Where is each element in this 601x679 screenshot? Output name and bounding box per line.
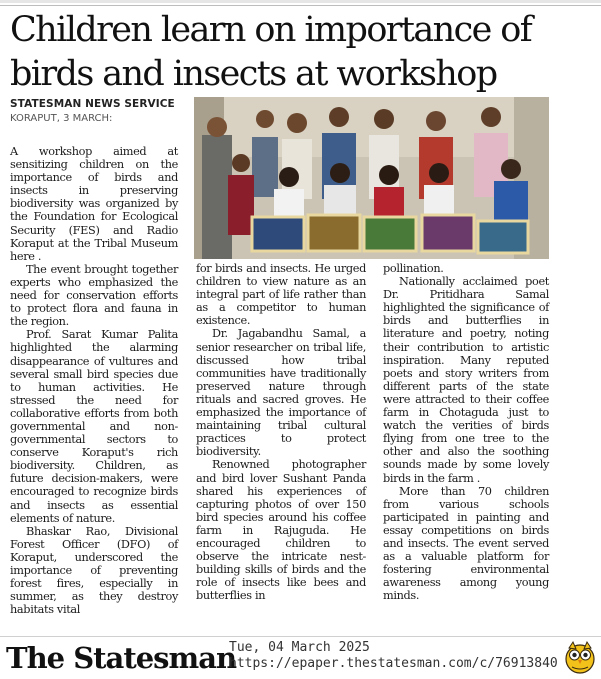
- paragraph-5: Dr. Jagabandhu Samal, a senior researcher on tribal life, discussed how tribal communities have traditionally preserved nature through rituals and sacred groves. He emphasized the importance of maintaining tribal cultural practices to protect biodiversity.: [196, 327, 366, 459]
- byline: STATESMAN NEWS SERVICE: [10, 98, 175, 110]
- paragraph-2: The event brought together experts who emphasized the need for conservation efforts to protect flora and fauna in the region.: [10, 262, 178, 329]
- article-column-1: [10, 145, 178, 616]
- paragraph-6-continued: pollination.: [383, 262, 444, 275]
- epaper-url[interactable]: https://epaper.thestatesman.com/c/76913840: [229, 656, 558, 671]
- masthead-logo: The Statesman: [6, 641, 237, 675]
- paragraph-1: A workshop aimed at sensitizing children on the importance of birds and insects in preserving biodiversity was organized by the Foundation for Ecological Security (FES) and Radio Koraput at the Tribal Museum here .: [10, 145, 178, 263]
- paragraph-8: More than 70 children from various schools participated in painting and essay competitions on birds and insects. The event served as a valuable platform for fostering environmental awareness among young minds.: [383, 484, 549, 603]
- paragraph-3: Prof. Sarat Kumar Palita highlighted the alarming disappearance of vultures and several small bird species due to human activities. He stressed the need for collaborative efforts from both governmental and non-governmental sectors to conserve Koraput's rich biodiversity. Children, as future decision-makers, were encouraged to recognize birds and insects as essential elements of nature.: [10, 328, 178, 525]
- top-rule: [0, 5, 601, 6]
- owl-mascot-icon: [564, 640, 596, 674]
- edition-date: Tue, 04 March 2025: [229, 640, 370, 655]
- paragraph-6: Renowned photographer and bird lover Sushant Panda shared his experiences of capturing photos of over 150 bird species around his coffee farm in Rajuguda. He encouraged children to observe the intricate nest-building skills of birds and the role of insects like bees and butterflies in: [196, 458, 366, 603]
- workshop-photo-image: [194, 97, 549, 259]
- paragraph-4: Bhaskar Rao, Divisional Forest Officer (DFO) of Koraput, underscored the importance of preventing forest fires, especially in summer, as they destroy habitats vital: [10, 524, 178, 617]
- workshop-photo: [194, 97, 549, 259]
- headline: Children learn on importance of birds and insects at workshop: [10, 10, 532, 94]
- top-border: [0, 0, 601, 3]
- article-column-3: [383, 262, 549, 602]
- dateline: KORAPUT, 3 MARCH:: [10, 113, 113, 124]
- paragraph-7: Nationally acclaimed poet Dr. Pritidhara Samal highlighted the significance of birds and butterflies in literature and poetry, noting their contribution to artistic inspiration. Many reputed poets and story writers from different parts of the state were attracted to their coffee farm in Chotaguda just to watch the verities of birds flying from one tree to the other and also the soothing sounds made by some lovely birds in the farm .: [383, 275, 549, 485]
- paragraph-4-continued: for birds and insects. He urged children to view nature as an integral part of life rather than as a competitor to human existence.: [196, 262, 366, 328]
- article-column-2: [196, 262, 366, 602]
